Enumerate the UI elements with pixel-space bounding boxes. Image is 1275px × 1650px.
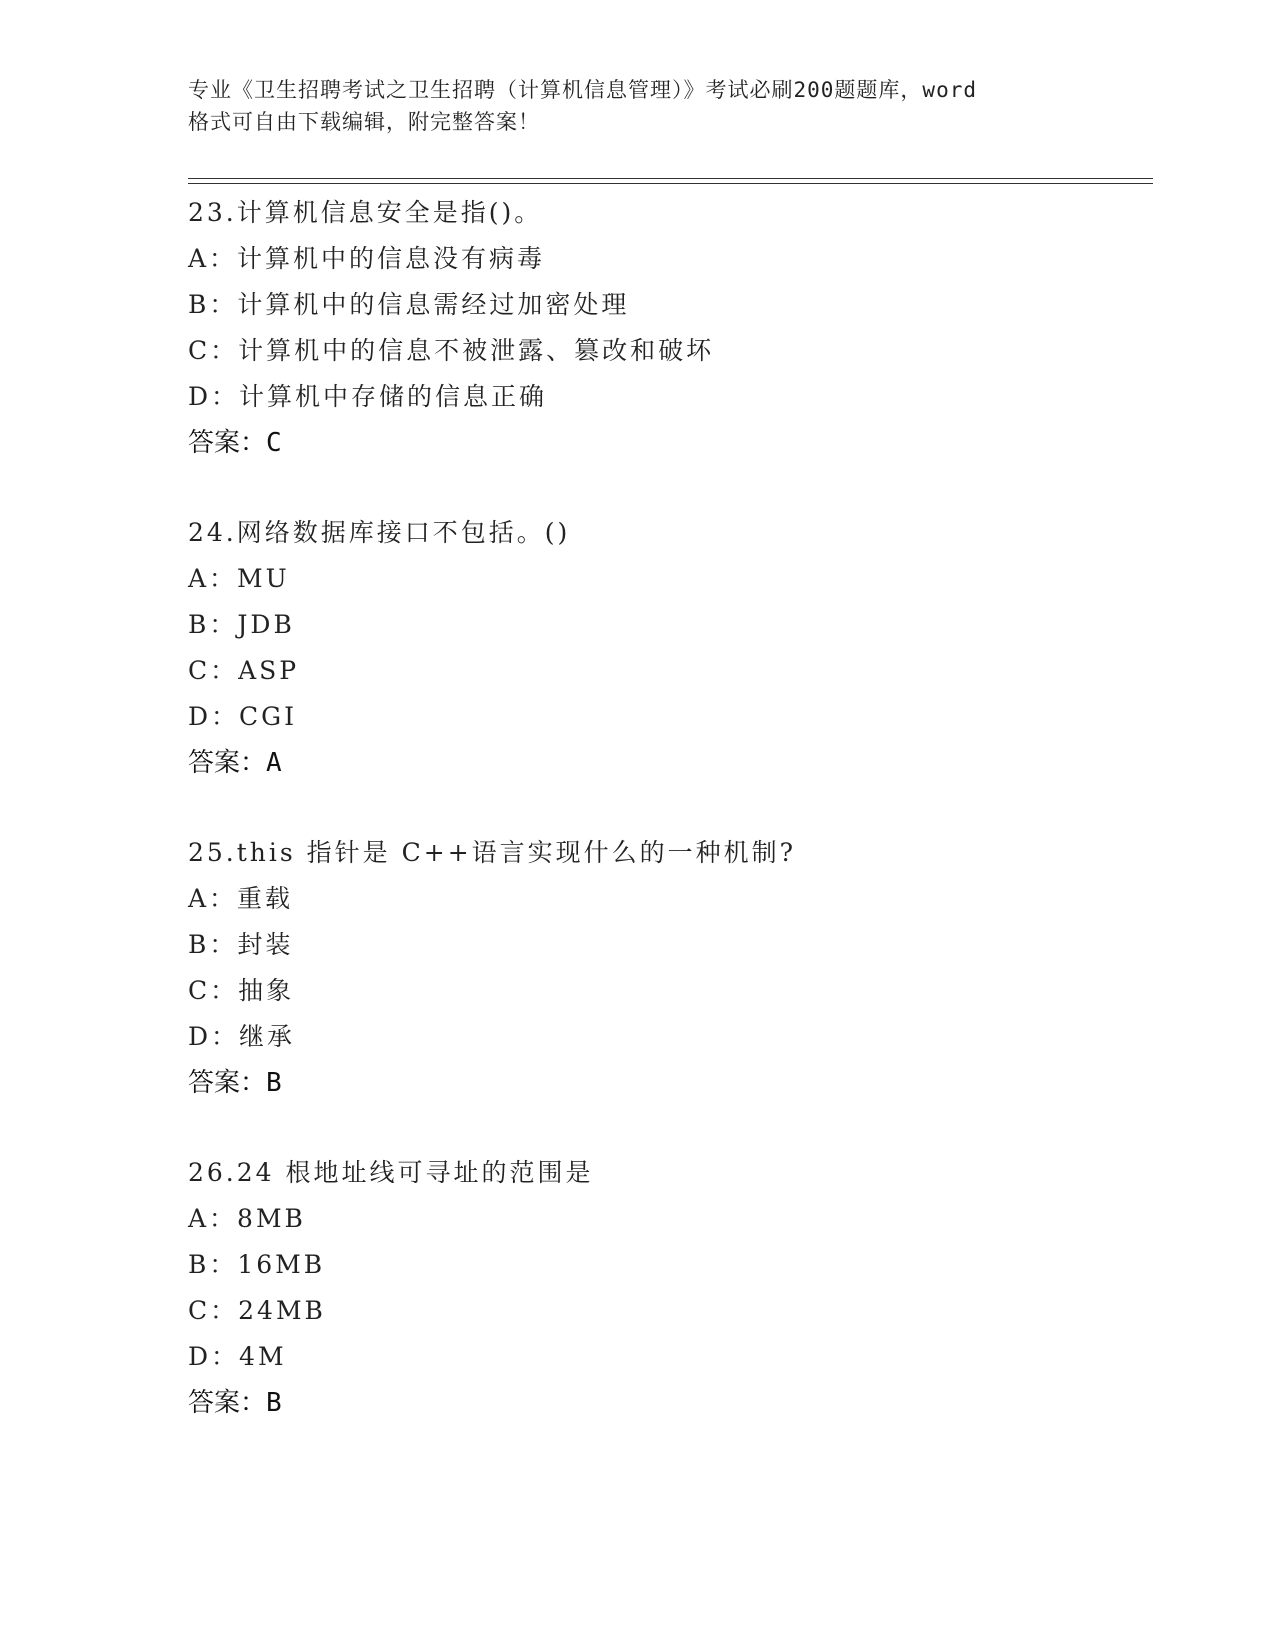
question-25 bbox=[188, 830, 1148, 1106]
header-divider bbox=[188, 178, 1153, 184]
option-c: C：计算机中的信息不被泄露、篡改和破坏 bbox=[188, 336, 715, 365]
answer-label: 答案： bbox=[188, 1068, 267, 1098]
option-d: D：4M bbox=[188, 1342, 287, 1371]
option-d: D：CGI bbox=[188, 702, 298, 731]
question-26 bbox=[188, 1150, 1148, 1426]
question-list bbox=[188, 190, 1148, 1470]
answer-value: B bbox=[266, 1068, 282, 1098]
answer-line bbox=[188, 1380, 1148, 1426]
option-c: C：抽象 bbox=[188, 976, 295, 1005]
question-stem: 25.this 指针是 C++语言实现什么的一种机制? bbox=[188, 838, 797, 867]
option-c: C：ASP bbox=[188, 656, 300, 685]
question-23 bbox=[188, 190, 1148, 466]
document-header bbox=[188, 74, 1088, 138]
question-24 bbox=[188, 510, 1148, 786]
answer-line bbox=[188, 420, 1148, 466]
option-c: C：24MB bbox=[188, 1296, 326, 1325]
answer-label: 答案： bbox=[188, 1388, 267, 1418]
answer-value: C bbox=[266, 428, 282, 458]
option-a: A：8MB bbox=[188, 1204, 306, 1233]
option-b: B：16MB bbox=[188, 1250, 326, 1279]
header-line-2: 格式可自由下载编辑，附完整答案！ bbox=[188, 110, 540, 134]
option-a: A：重载 bbox=[188, 884, 294, 913]
option-b: B：计算机中的信息需经过加密处理 bbox=[188, 290, 630, 319]
answer-label: 答案： bbox=[188, 428, 267, 458]
header-line-1: 专业《卫生招聘考试之卫生招聘（计算机信息管理）》考试必刷200题题库，word bbox=[188, 78, 977, 102]
option-d: D：计算机中存储的信息正确 bbox=[188, 382, 548, 411]
question-stem: 26.24 根地址线可寻址的范围是 bbox=[188, 1158, 594, 1187]
option-b: B：封装 bbox=[188, 930, 294, 959]
option-a: A：计算机中的信息没有病毒 bbox=[188, 244, 546, 273]
answer-line bbox=[188, 740, 1148, 786]
answer-value: A bbox=[266, 748, 282, 778]
answer-label: 答案： bbox=[188, 748, 267, 778]
option-a: A：MU bbox=[188, 564, 290, 593]
answer-value: B bbox=[266, 1388, 282, 1418]
question-stem: 23.计算机信息安全是指()。 bbox=[188, 198, 543, 227]
option-b: B：JDB bbox=[188, 610, 295, 639]
option-d: D：继承 bbox=[188, 1022, 296, 1051]
answer-line bbox=[188, 1060, 1148, 1106]
question-stem: 24.网络数据库接口不包括。() bbox=[188, 518, 571, 547]
